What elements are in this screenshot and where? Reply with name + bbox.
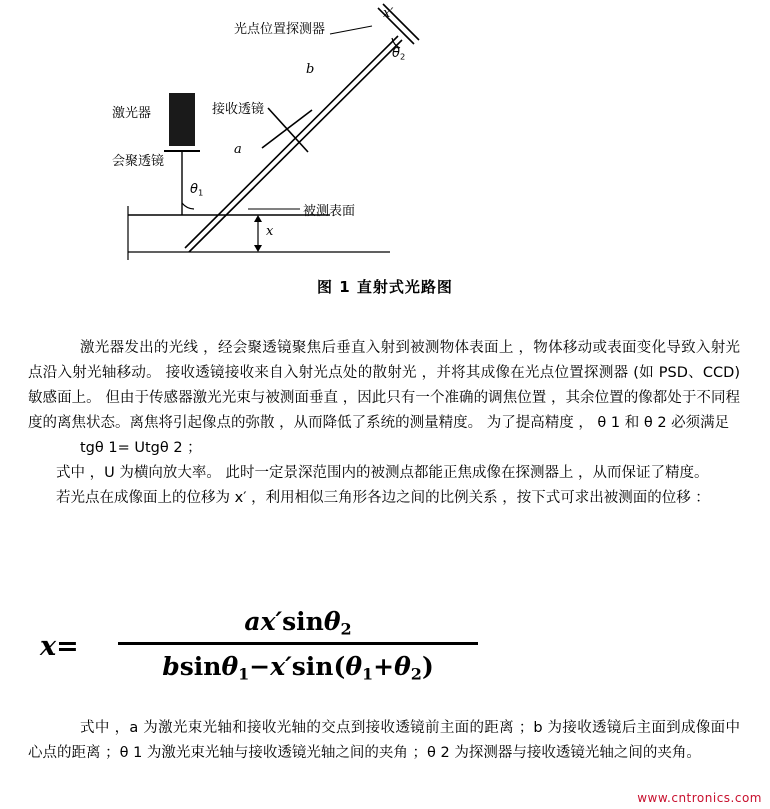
den-theta-a: θ <box>345 652 363 681</box>
theta1-subscript: 1 <box>197 187 204 198</box>
watermark: www.cntronics.com <box>637 791 762 805</box>
label-x-prime: x′ <box>383 6 394 21</box>
displacement-formula <box>40 604 730 690</box>
den-x-prime: x′ <box>270 652 292 681</box>
theta2-symbol: θ <box>392 46 400 61</box>
label-ray-b: b <box>306 62 315 77</box>
label-theta1 <box>190 182 203 197</box>
num-x-prime: x′ <box>260 607 283 636</box>
den-sin-2: sin <box>291 652 334 681</box>
num-sin: sin <box>282 607 324 636</box>
den-close-paren: ) <box>421 652 434 681</box>
den-minus: − <box>249 652 271 681</box>
formula-fraction <box>118 604 478 686</box>
body-text-block <box>28 336 740 511</box>
formula-left-hand-side: x= <box>40 631 79 662</box>
den-theta-b: θ <box>394 652 411 681</box>
theta1-symbol: θ <box>190 182 198 197</box>
label-focus-lens: 会聚透镜 <box>112 154 165 169</box>
den-b: b <box>162 652 180 681</box>
den-sin-1: sin <box>179 652 222 681</box>
theta2-subscript: 2 <box>399 51 406 62</box>
label-ray-a: a <box>234 142 242 157</box>
label-psd: 光点位置探测器 <box>234 22 326 37</box>
label-receiving-lens: 接收透镜 <box>212 102 265 117</box>
paragraph-formula-inline: tgθ 1= Utgθ 2 ； <box>80 440 202 456</box>
paragraph-1: 激光器发出的光线 ，经会聚透镜聚焦后垂直入射到被测物体表面上 ，物体移动或表面变化导致入射光点沿入射光轴移动。 接收透镜接收来自入射光点处的散射光 ，并将其成像在光点位置探测器 (如 PSD、CCD)敏感面上。 但由于传感器激光光束与被测面垂直 ，因此只有一个准确的调焦位置 ，其余位置的像都处于不同程度的离焦状态。离焦将引起像点的弥散 ，从而降低了系统的测量精度。 为了提高精度 ， θ 1 和 θ 2 必须满足 <box>28 340 740 431</box>
fraction-bar <box>118 642 478 645</box>
den-theta-1: θ <box>221 652 239 681</box>
figure-caption: 图 1 直射式光路图 <box>317 278 453 296</box>
formula-denominator <box>118 648 478 686</box>
num-a: a <box>244 607 261 636</box>
den-open-paren: ( <box>333 652 346 681</box>
paragraph-4: 式中 ，a 为激光束光轴和接收光轴的交点到接收透镜前主面的距离 ；b 为接收透镜后主面到成像面中心点的距离 ；θ 1 为激光束光轴与接收透镜光轴之间的夹角 ；θ 2 为探测器与接收透镜光轴之间的夹角。 <box>28 720 740 761</box>
optical-path-figure <box>0 0 770 300</box>
formula-numerator <box>118 604 478 640</box>
den-plus: + <box>373 652 395 681</box>
label-laser: 激光器 <box>112 106 152 121</box>
den-theta-a-sub: 1 <box>362 664 374 684</box>
num-theta-sub: 2 <box>340 619 352 639</box>
paragraph-2: 式中 ，U 为横向放大率。 此时一定景深范围内的被测点都能正焦成像在探测器上 ，从而保证了精度。 <box>56 465 709 481</box>
footer-text-block <box>28 716 740 766</box>
label-measured-surface: 被测表面 <box>303 204 356 219</box>
paragraph-3: 若光点在成像面上的位移为 x′ ，利用相似三角形各边之间的比例关系 ，按下式可求出被测面的位移 ： <box>56 490 710 506</box>
label-theta2 <box>392 46 405 61</box>
den-theta-1-sub: 1 <box>238 664 250 684</box>
label-x-displacement: x <box>266 224 274 239</box>
den-theta-b-sub: 2 <box>410 664 422 684</box>
num-theta: θ <box>323 607 341 636</box>
